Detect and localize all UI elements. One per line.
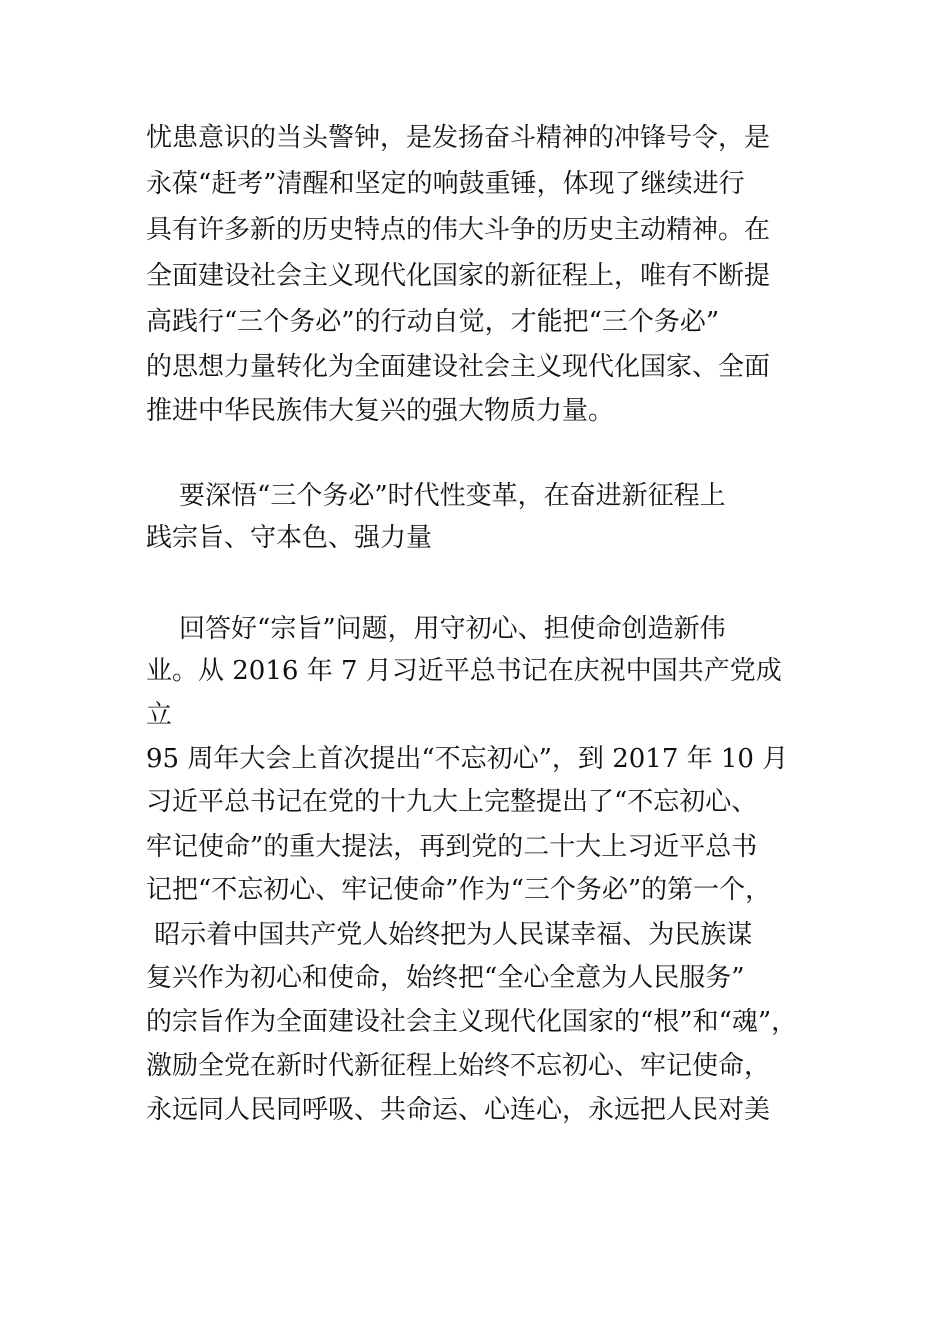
text-line-12: 立: [146, 700, 173, 730]
text-line-11: 业。从 2016 年 7 月习近平总书记在庆祝中国共产党成: [146, 656, 782, 686]
text-line-10: 回答好“宗旨”问题，用守初心、担使命创造新伟: [146, 614, 726, 644]
text-line-6: 的思想力量转化为全面建设社会主义现代化国家、全面: [146, 352, 771, 382]
text-line-7: 推进中华民族伟大复兴的强大物质力量。: [146, 396, 615, 426]
text-line-16: 记把“不忘初心、牢记使命”作为“三个务必”的第一个，: [146, 875, 772, 905]
text-line-18: 复兴作为初心和使命，始终把“全心全意为人民服务”: [146, 963, 745, 993]
text-line-21: 永远同人民同呼吸、共命运、心连心，永远把人民对美: [146, 1095, 771, 1125]
section-heading-line-2: 践宗旨、守本色、强力量: [146, 523, 433, 553]
text-line-19: 的宗旨作为全面建设社会主义现代化国家的“根”和“魂”，: [146, 1007, 798, 1037]
text-line-3: 具有许多新的历史特点的伟大斗争的历史主动精神。在: [146, 215, 771, 245]
text-line-13: 95 周年大会上首次提出“不忘初心”，到 2017 年 10 月: [146, 744, 789, 774]
text-line-17: 昭示着中国共产党人始终把为人民谋幸福、为民族谋: [146, 920, 753, 950]
text-line-14: 习近平总书记在党的十九大上完整提出了“不忘初心、: [146, 787, 758, 817]
text-line-5: 高践行“三个务必”的行动自觉，才能把“三个务必”: [146, 307, 720, 337]
text-line-1: 忧患意识的当头警钟，是发扬奋斗精神的冲锋号令，是: [146, 123, 771, 153]
text-line-15: 牢记使命”的重大提法，再到党的二十大上习近平总书: [146, 832, 758, 862]
text-line-4: 全面建设社会主义现代化国家的新征程上，唯有不断提: [146, 261, 771, 291]
text-line-2: 永葆“赶考”清醒和坚定的响鼓重锤，体现了继续进行: [146, 169, 745, 199]
text-line-20: 激励全党在新时代新征程上始终不忘初心、牢记使命，: [146, 1051, 771, 1081]
section-heading-line-1: 要深悟“三个务必”时代性变革，在奋进新征程上: [146, 481, 726, 511]
